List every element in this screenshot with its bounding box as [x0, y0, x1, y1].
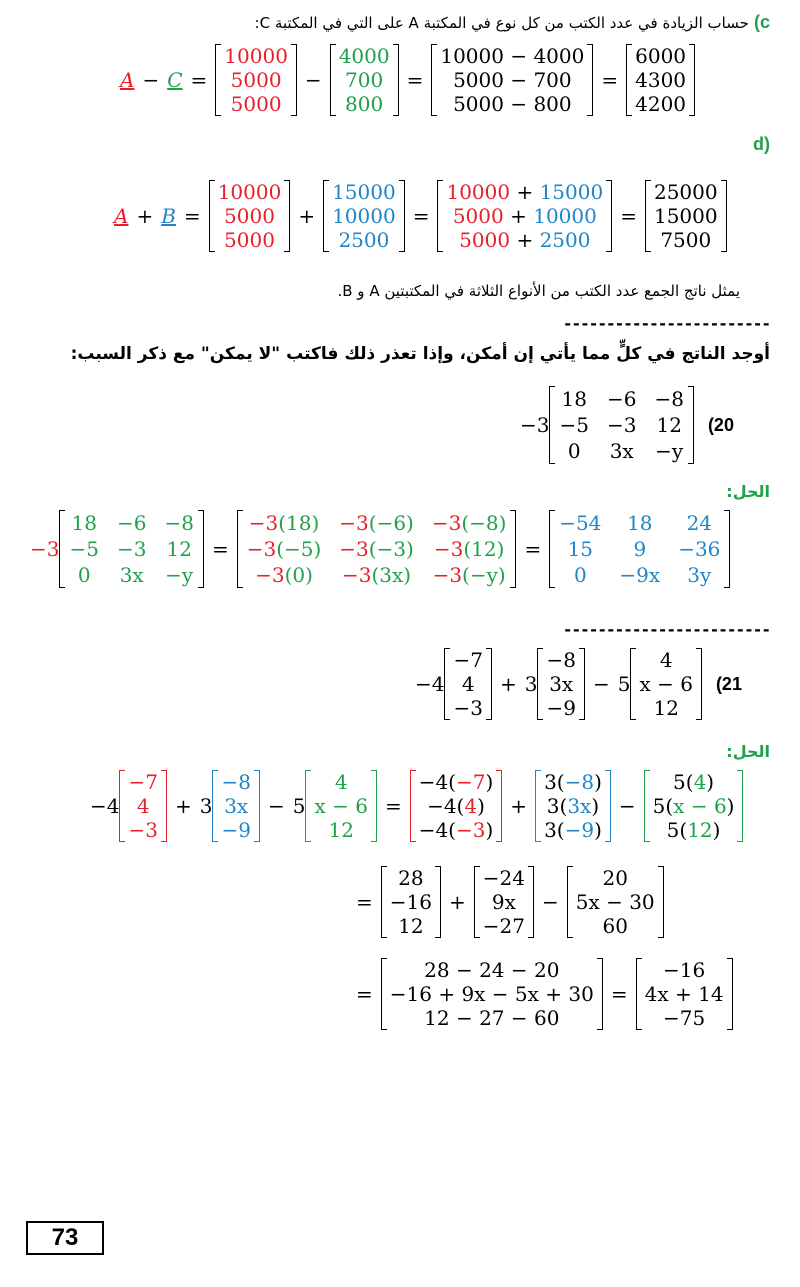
matrix-a: 10000 5000 5000	[215, 44, 297, 116]
separator-1: ------------------------	[562, 314, 770, 333]
q20-label: (20	[707, 414, 734, 435]
q20-solution: −3 18 −6 −8 −5 −3 12 0 3x −y = −3(18) −3(−6) −3(−8) −3(−5) −3(−3) −3(12) −3(0) −3(3x) −3(−y) = −54 18 24 15 9 −36 0 −9x 3y	[30, 510, 730, 588]
q21-solution-line2: = 28 −16 12 + −24 9x −27 − 20 5x − 30 60	[348, 866, 664, 938]
part-d-note: يمثل ناتج الجمع عدد الكتب من الأنواع الثلاثة في المكتبتين A و B.	[337, 282, 740, 300]
q21-label: (21	[715, 673, 742, 694]
matrix-difference-expanded: 10000 − 4000 5000 − 700 5000 − 800	[431, 44, 593, 116]
q20-solution-label: الحل:	[726, 482, 770, 501]
q21-v2: −8 3x −9	[537, 648, 584, 720]
q20-s-result: −54 18 24 15 9 −36 0 −9x 3y	[549, 510, 730, 588]
separator-2: ------------------------	[562, 620, 770, 639]
q20-problem	[520, 386, 734, 464]
q21-v1: −7 4 −3	[444, 648, 491, 720]
q21-solution-line3: = 28 − 24 − 20 −16 + 9x − 5x + 30 12 − 27 − 60 = −16 4x + 14 −75	[348, 958, 733, 1030]
part-c-heading	[30, 12, 770, 33]
matrix-name-c: C	[167, 68, 183, 92]
matrix-difference-result: 6000 4300 4200	[626, 44, 695, 116]
matrix-a-d: 10000 5000 5000	[209, 180, 291, 252]
part-d-equation: A + B = 10000 5000 5000 + 15000 10000 2500 = 10000 + 15000 5000 + 10000 5000 + 2500 = 25000 15000 7500	[114, 180, 727, 252]
part-d-label: (d	[753, 134, 770, 154]
q20-s-scalar: −3	[30, 537, 60, 561]
matrix-b: 15000 10000 2500	[323, 180, 405, 252]
q21-final-result: −16 4x + 14 −75	[636, 958, 733, 1030]
q21-problem: −4 −7 4 −3 + 3 −8 3x −9 − 5 4 x − 6 12 (21	[415, 648, 742, 720]
part-c-equation: A − C = 10000 5000 5000 − 4000 700 800 = 10000 − 4000 5000 − 700 5000 − 800 = 6000 4300 4200	[120, 44, 695, 116]
q20-scalar: −3	[520, 413, 550, 437]
matrix-name-b: B	[161, 204, 176, 228]
q21-v3: 4 x − 6 12	[630, 648, 701, 720]
q20-s-matrix: 18 −6 −8 −5 −3 12 0 3x −y	[59, 510, 203, 588]
q20-matrix: 18 −6 −8 −5 −3 12 0 3x −y	[549, 386, 693, 464]
matrix-name-a-d: A	[114, 204, 129, 228]
matrix-name-a: A	[120, 68, 135, 92]
matrix-sum-result: 25000 15000 7500	[645, 180, 727, 252]
page-number: 73	[26, 1221, 104, 1255]
instruction-text: أوجد الناتج في كلٍّ مما يأتي إن أمكن، وإذا تعذر ذلك فاكتب "لا يمكن" مع ذكر السبب:	[70, 344, 770, 364]
matrix-c: 4000 700 800	[330, 44, 399, 116]
part-c-label: c)	[753, 12, 770, 32]
matrix-sum-expanded: 10000 + 15000 5000 + 10000 5000 + 2500	[437, 180, 612, 252]
q21-solution-line1: −4 −7 4 −3 + 3 −8 3x −9 − 5 4 x − 6 12 = −4(−7) −4(4) −4(−3) + 3(−8) 3(3x) 3(−9) − 5(4) 5(x − 6) 5(12)	[90, 770, 743, 842]
q20-s-expanded: −3(18) −3(−6) −3(−8) −3(−5) −3(−3) −3(12) −3(0) −3(3x) −3(−y)	[237, 510, 517, 588]
q21-solution-label: الحل:	[726, 742, 770, 761]
part-c-text: حساب الزيادة في عدد الكتب من كل نوع في المكتبة A على التي في المكتبة C:	[254, 14, 749, 32]
